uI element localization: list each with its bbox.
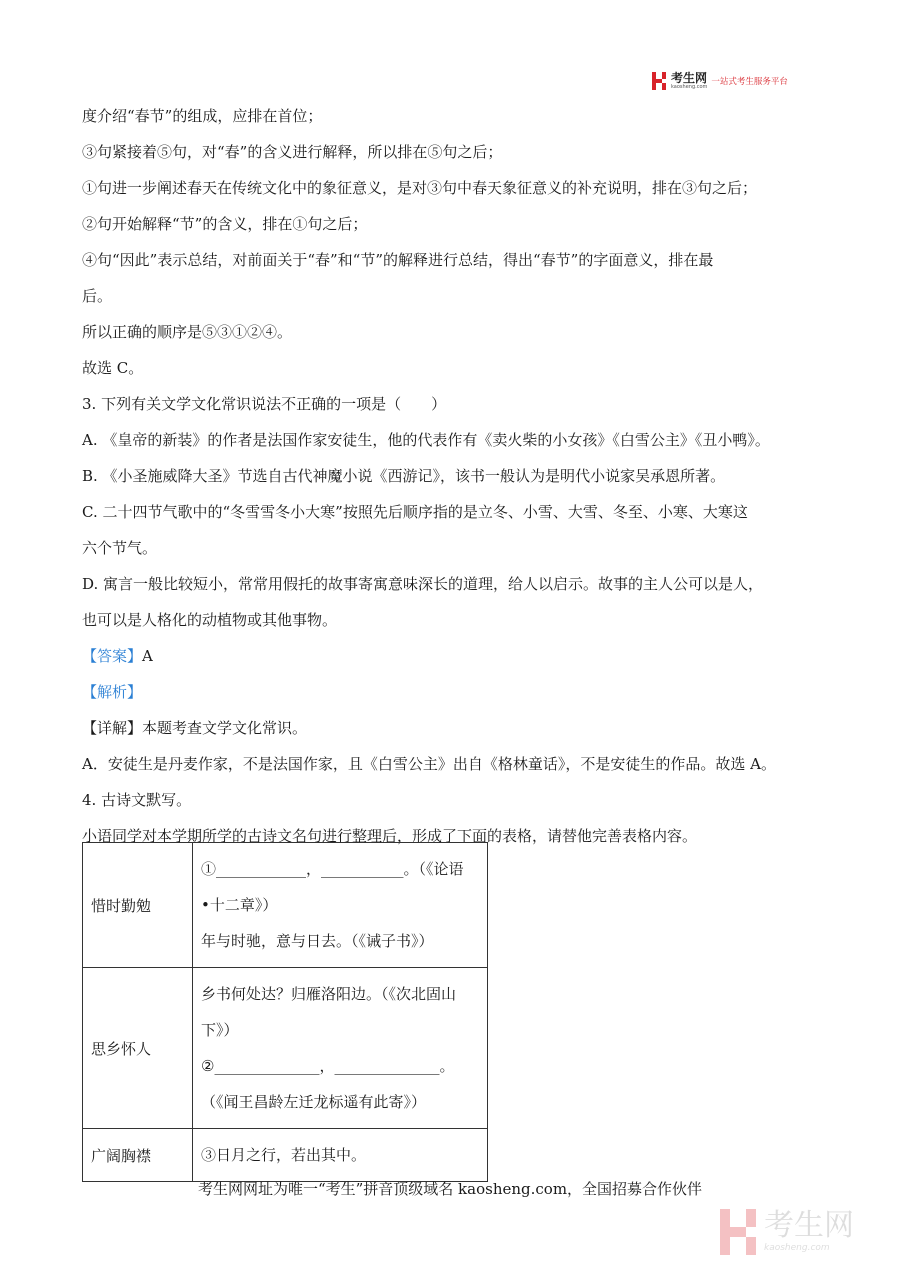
category-cell: 广阔胸襟 [83, 1129, 193, 1182]
text-line: ④句“因此”表示总结，对前面关于“春”和“节”的解释进行总结，得出“春节”的字面意义，排在最 [82, 251, 714, 269]
verses-cell [193, 843, 488, 968]
answer-tag: 【答案】 [82, 647, 143, 665]
text-line: ①句进一步阐述春天在传统文化中的象征意义，是对③句中春天象征意义的补充说明，排在③句之后； [82, 179, 758, 197]
detail-line [82, 715, 822, 751]
text-line: 后。 [82, 287, 113, 305]
category-cell: 思乡怀人 [83, 968, 193, 1129]
verse-line: •十二章》） [201, 896, 278, 914]
text-line: 所以正确的顺序是⑤③①②④。 [82, 323, 293, 341]
option-c-continued: 六个节气。 [82, 539, 158, 557]
category-cell: 惜时勤勉 [83, 843, 193, 968]
option-c: C. 二十四节气歌中的“冬雪雪冬小大寒”按照先后顺序指的是立冬、小雪、大雪、冬至、小寒、大寒这 [82, 503, 748, 521]
table-row [83, 843, 488, 968]
verses-cell [193, 1129, 488, 1182]
detail-tag: 【详解】 [82, 719, 143, 737]
detail-explanation: A．安徒生是丹麦作家，不是法国作家，且《白雪公主》出自《格林童话》，不是安徒生的作品。故选 A。 [82, 755, 776, 773]
question-4-title: 4. 古诗文默写。 [82, 791, 192, 809]
question-4-intro: 小语同学对本学期所学的古诗文名句进行整理后，形成了下面的表格，请替他完善表格内容。 [82, 827, 698, 845]
option-d-continued: 也可以是人格化的动植物或其他事物。 [82, 611, 338, 629]
option-a: A. 《皇帝的新装》的作者是法国作家安徒生，他的代表作有《卖火柴的小女孩》《白雪公主》《丑小鸭》。 [82, 431, 770, 449]
table-row [83, 968, 488, 1129]
option-d: D. 寓言一般比较短小，常常用假托的故事寄寓意味深长的道理，给人以启示。故事的主人公可以是人， [82, 575, 764, 593]
page-footer: 考生网网址为唯一“考生”拼音顶级域名 kaosheng.com，全国招募合作伙伴 [197, 1180, 703, 1198]
kaosheng-logo-icon [652, 72, 668, 90]
watermark [720, 1200, 890, 1264]
option-b: B. 《小圣施威降大圣》节选自古代神魔小说《西游记》，该书一般认为是明代小说家吴承恩所著。 [82, 467, 726, 485]
analysis-tag: 【解析】 [82, 683, 143, 701]
watermark-logo-icon [720, 1209, 758, 1255]
brand-url: kaosheng.com [671, 84, 708, 90]
analysis-line [82, 679, 822, 715]
verse-line: 乡书何处达？归雁洛阳边。（《次北固山 [201, 985, 457, 1003]
text-line: 故选 C。 [82, 359, 144, 377]
table-row [83, 1129, 488, 1182]
verse-line: ③日月之行，若出其中。 [201, 1146, 367, 1164]
text-line: 度介绍“春节”的组成，应排在首位； [82, 107, 323, 125]
brand-slogan: 一站式考生服务平台 [711, 77, 788, 87]
answer-line [82, 643, 822, 679]
verse-line: 年与时驰，意与日去。（《诫子书》） [201, 932, 434, 950]
verse-line: ②______________，______________。 [201, 1057, 455, 1075]
watermark-url: kaosheng.com [764, 1243, 830, 1253]
verse-line: 下》） [201, 1021, 239, 1039]
brand-name: 考生网 [671, 71, 708, 85]
document-body [82, 103, 822, 859]
text-line: ②句开始解释“节”的含义，排在①句之后； [82, 215, 368, 233]
detail-text: 本题考查文学文化常识。 [142, 719, 308, 737]
question-3-title: 3. 下列有关文学文化常识说法不正确的一项是（ ） [82, 395, 447, 413]
verse-line: （《闻王昌龄左迁龙标遥有此寄》） [201, 1093, 427, 1111]
poetry-table [82, 842, 488, 1182]
text-line: ③句紧接着⑤句，对“春”的含义进行解释，所以排在⑤句之后； [82, 143, 503, 161]
header-logo [652, 72, 788, 90]
verse-line: ①____________，___________。（《论语 [201, 860, 464, 878]
answer-value: A [142, 647, 153, 665]
watermark-name: 考生网 [764, 1208, 854, 1243]
verses-cell [193, 968, 488, 1129]
